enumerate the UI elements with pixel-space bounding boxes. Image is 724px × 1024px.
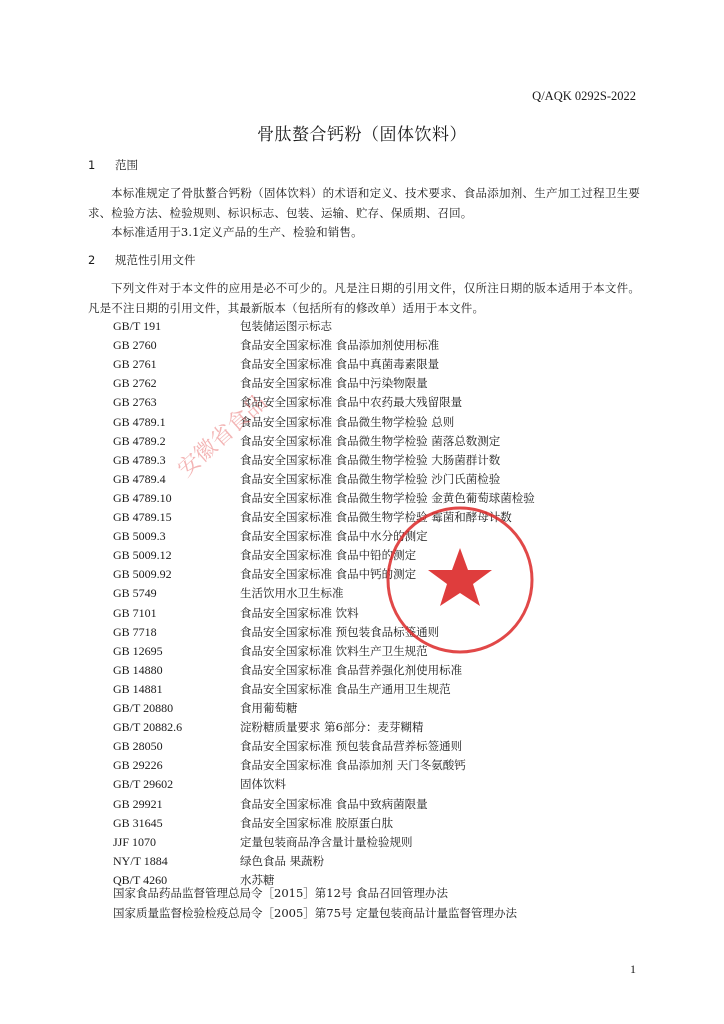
reference-title: 包装储运图示标志 [240,319,332,333]
section-1-heading [88,157,138,173]
reference-row [0,470,724,489]
reference-title: 固体饮料 [240,777,286,792]
reference-title: 定量包装商品净含量计量检验规则 [240,834,413,849]
reference-row [0,718,724,737]
reference-row [0,393,724,412]
reference-row [0,737,724,756]
reference-code: QB/T 4260 [113,872,168,887]
scope-paragraph-1: 本标准规定了骨肽螯合钙粉（固体饮料）的术语和定义、技术要求、食品添加剂、生产加工过程卫生要求、检验方法、检验规则、标识标志、包装、运输、贮存、保质期、召回。 [88,186,640,220]
reference-code: GB 29226 [113,758,163,773]
standard-code: Q/AQK 0292S-2022 [532,89,636,103]
reference-code: GB 5009.12 [113,548,172,563]
section-title: 规范性引用文件 [115,253,196,267]
reference-title: 生活饮用水卫生标准 [240,586,344,601]
references-intro: 下列文件对于本文件的应用是必不可少的。凡是注日期的引用文件，仅所注日期的版本适用于本文件。凡是不注日期的引用文件，其最新版本（包括所有的修改单）适用于本文件。 [88,281,640,315]
scope-paragraph-2: 本标准适用于3.1定义产品的生产、检验和销售。 [111,225,363,239]
document-title: 骨肽螯合钙粉（固体饮料） [257,125,467,145]
reference-title: 食品安全国家标准 饮料 [240,605,359,620]
reference-row [0,565,724,584]
reference-code: GB 2761 [113,357,157,372]
reference-title: 食品安全国家标准 饮料生产卫生规范 [240,643,428,658]
reference-code: GB 2760 [113,338,157,353]
reference-title: 食品安全国家标准 食品中铅的测定 [240,548,417,563]
reference-row [0,604,724,623]
seal-watermark-text: 安徽省食品 [173,390,272,483]
section-2-heading [88,252,196,268]
reference-row [0,623,724,642]
reference-code: GB 7101 [113,605,157,620]
seal-star-icon [428,548,492,606]
reference-code: GB 4789.2 [113,433,166,448]
reference-row [0,374,724,393]
reference-code: GB 14880 [113,662,163,677]
reference-code: NY/T 1884 [113,853,168,868]
reference-code: JJF 1070 [113,834,157,849]
reference-code: GB 4789.4 [113,471,166,486]
reference-title: 食品安全国家标准 食品微生物学检验 霉菌和酵母计数 [240,510,512,524]
section-number: 2 [88,253,96,267]
reference-code: GB 28050 [113,739,163,754]
reference-code: GB 4789.1 [113,414,166,429]
reference-title: 食品安全国家标准 食品中致病菌限量 [240,796,428,811]
reference-row [0,756,724,775]
reference-row [0,680,724,699]
reference-code: GB 4789.3 [113,452,166,467]
reference-title: 食品安全国家标准 食品微生物学检验 大肠菌群计数 [240,452,501,467]
reference-code: GB 4789.10 [113,490,172,505]
reference-row [0,527,724,546]
reference-row [0,546,724,565]
reference-code: GB 12695 [113,643,163,658]
regulation-line: 国家质量监督检验检疫总局令［2005］第75号 定量包装商品计量监督管理办法 [113,906,518,920]
reference-row [0,852,724,871]
reference-title: 食品安全国家标准 食品添加剂使用标准 [240,338,440,353]
reference-title: 食品安全国家标准 食品微生物学检验 金黄色葡萄球菌检验 [240,490,535,505]
section-number: 1 [88,158,96,172]
reference-title: 食品安全国家标准 食品微生物学检验 总则 [240,414,455,429]
reference-row [0,355,724,374]
reference-title: 食品安全国家标准 食品中钙的测定 [240,567,417,582]
reference-row [0,508,724,527]
reference-title: 淀粉糖质量要求 第6部分：麦芽糊精 [240,720,424,735]
reference-title: 食用葡萄糖 [240,701,298,715]
reference-title: 食品安全国家标准 食品营养强化剂使用标准 [240,662,463,677]
reference-code: GB 14881 [113,681,163,696]
reference-row [0,661,724,680]
reference-code: GB/T 29602 [113,777,174,792]
reference-code: GB/T 191 [113,319,162,333]
reference-row [0,336,724,355]
reference-row [0,413,724,432]
reference-code: GB 29921 [113,796,163,811]
reference-code: GB/T 20882.6 [113,720,183,735]
reference-row [0,317,724,336]
reference-code: GB 4789.15 [113,510,172,524]
page-number: 1 [630,962,636,976]
reference-row [0,489,724,508]
section-title: 范围 [115,158,138,172]
regulation-line: 国家食品药品监督管理总局令［2015］第12号 食品召回管理办法 [113,886,449,900]
reference-title: 食品安全国家标准 预包装食品营养标签通则 [240,739,463,754]
reference-code: GB 2762 [113,376,157,391]
reference-row [0,584,724,603]
reference-title: 食品安全国家标准 食品生产通用卫生规范 [240,681,451,696]
reference-title: 食品安全国家标准 食品微生物学检验 沙门氏菌检验 [240,471,501,486]
reference-title: 食品安全国家标准 食品中农药最大残留限量 [240,395,463,410]
reference-code: GB 5009.3 [113,529,166,544]
reference-row [0,795,724,814]
reference-row [0,642,724,661]
reference-title: 食品安全国家标准 食品中真菌毒素限量 [240,357,440,372]
reference-title: 食品安全国家标准 胶原蛋白肽 [240,815,394,830]
reference-title: 绿色食品 果蔬粉 [240,853,325,868]
company-seal [380,500,540,660]
reference-code: GB 5009.92 [113,567,172,582]
reference-code: GB 31645 [113,815,163,830]
reference-code: GB 7718 [113,624,157,639]
reference-title: 食品安全国家标准 食品中污染物限量 [240,376,428,391]
reference-row [0,775,724,794]
reference-row [0,451,724,470]
reference-code: GB 5749 [113,586,157,601]
reference-row [0,432,724,451]
reference-title: 食品安全国家标准 食品微生物学检验 菌落总数测定 [240,433,501,448]
reference-row [0,833,724,852]
reference-row [0,814,724,833]
reference-code: GB 2763 [113,395,157,410]
reference-title: 食品安全国家标准 预包装食品标签通则 [240,624,440,639]
reference-code: GB/T 20880 [113,701,174,715]
reference-title: 食品安全国家标准 食品添加剂 天门冬氨酸钙 [240,758,466,773]
reference-title: 水苏糖 [240,872,275,887]
reference-title: 食品安全国家标准 食品中水分的测定 [240,529,428,544]
reference-row [0,699,724,718]
